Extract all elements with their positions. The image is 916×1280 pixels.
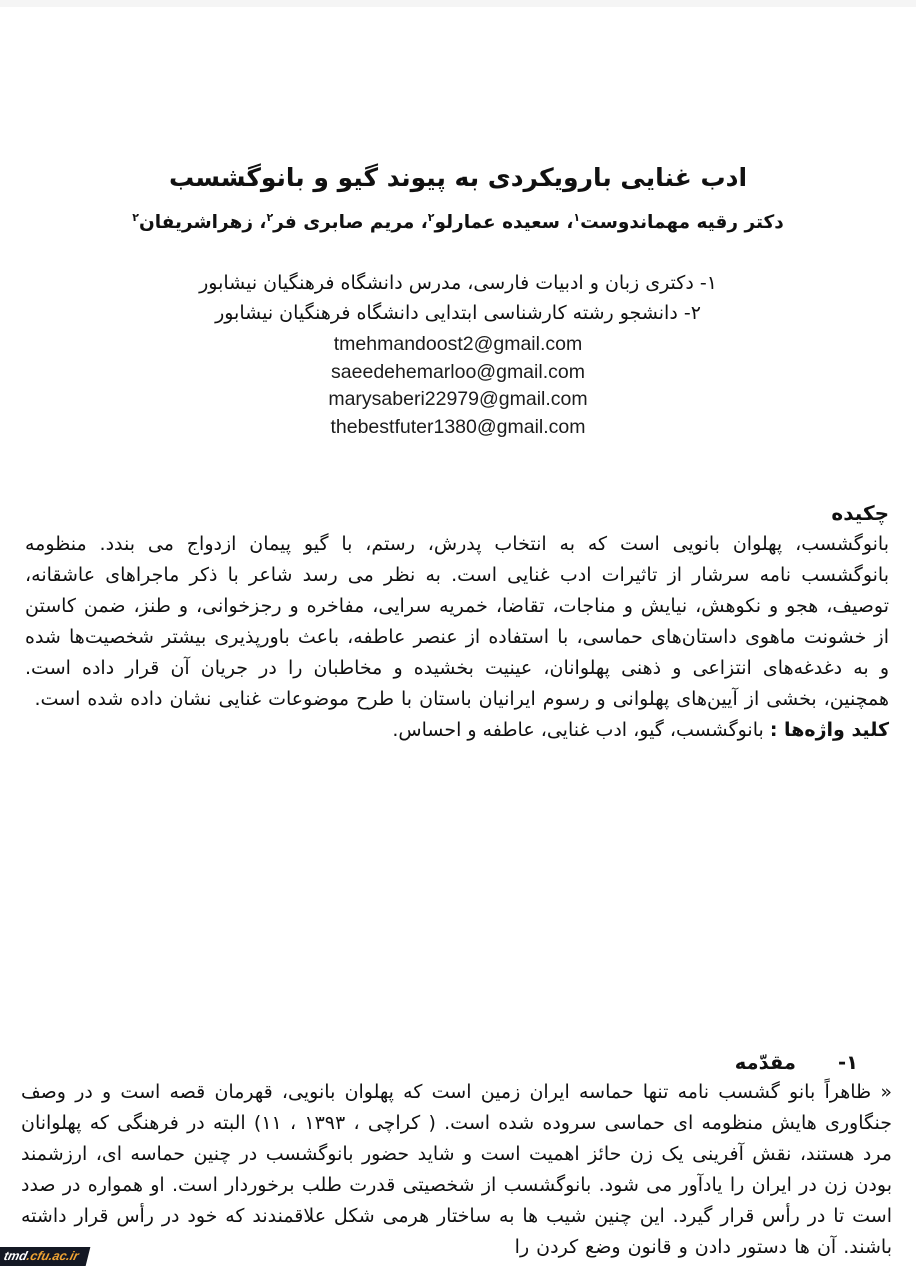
section-title: مقدّمه bbox=[734, 1051, 796, 1074]
site-watermark bbox=[0, 1247, 91, 1266]
email-address: saeedehemarloo@gmail.com bbox=[331, 360, 585, 383]
watermark-prefix: tmd bbox=[2, 1249, 29, 1263]
introduction-heading bbox=[21, 1051, 892, 1074]
author-affiliation-ref: ۲ bbox=[427, 210, 435, 224]
keywords-text: بانوگشسب، گیو، ادب غنایی، عاطفه و احساس. bbox=[392, 719, 770, 741]
authors-line: دکتر رقیه مهماندوست$^۱$، سعیده عمارلو$^۲$، مریم صابری فر$^۲$، زهراشریفان$^۲$ bbox=[132, 210, 784, 233]
abstract-heading: چکیده bbox=[831, 501, 889, 525]
keywords-label: کلید واژه‌ها : bbox=[769, 719, 889, 741]
author-name: سعیده عمارلو bbox=[434, 212, 560, 233]
author-name: مریم صابری فر bbox=[273, 212, 415, 233]
introduction-body: « ظاهراً بانو گشسب نامه تنها حماسه ایران زمین است که پهلوان بانویی، قهرمان قصه است و در وصف جنگاوری هایش منظومه ای حماسی سروده شده است. ( کراچی ، ۱۳۹۳ ، ۱۱) البته در فرهنگی که پهلوانان مرد هستند، نقش آفرینی یک زن حائز اهمیت است و شاید حضور بانوگشسب در چنین حماسه ای، ارزشمند بودن زن در ایران را یادآور می شود. بانوگشسب از شخصیتی قدرت طلب برخوردار است. او همواره در صدد است تا در رأس قرار گیرد. این چنین شیب ها به ساختار هرمی شکل علاقمندند که خود در رأس قرار داشته باشند. آن ها دستور دادن و قانون وضع کردن را bbox=[21, 1081, 892, 1258]
paper-title: ادب غنایی بارویکردی به پیوند گیو و بانوگشسب bbox=[168, 162, 748, 192]
email-address: tmehmandoost2@gmail.com bbox=[333, 333, 583, 355]
keywords-line bbox=[25, 715, 889, 746]
author-name: دکتر رقیه مهماندوست bbox=[580, 212, 784, 233]
affiliation-line: ۲- دانشجو رشته کارشناسی ابتدایی دانشگاه فرهنگیان نیشابور bbox=[215, 302, 701, 324]
author-affiliation-ref: ۲ bbox=[132, 210, 139, 224]
author-name: زهراشریفان bbox=[138, 212, 253, 233]
email-list bbox=[0, 331, 916, 441]
abstract-section bbox=[25, 501, 889, 746]
watermark-domain: .cfu.ac.ir bbox=[25, 1249, 81, 1263]
author-affiliation-ref: ۱ bbox=[573, 210, 581, 224]
introduction-section bbox=[21, 1051, 892, 1263]
section-number: ۱- bbox=[838, 1051, 858, 1074]
abstract-body: بانوگشسب، پهلوان بانویی است که به انتخاب پدرش، رستم، با گیو پیمان ازدواج می بندد. منظومه بانوگشسب نامه سرشار از تاثیرات ادب غنایی است. به نظر می رسد شاعر با ذکر ماجراهای عاشقانه، توصیف، هجو و نکوهش، نیایش و مناجات، تقاضا، خمریه سرایی، مفاخره و رجزخوانی، و طنز، ضمن کاستن از خشونت ماهوی داستان‌های حماسی، با استفاده از عنصر عاطفه، باعث باورپذیری بیشتر شخصیت‌ها شده و به دغدغه‌های انتزاعی و ذهنی پهلوانان، عینیت بخشیده و مخاطبان را در جریان آن قرار داده است. همچنین، بخشی از آیین‌های پهلوانی و رسوم ایرانیان باستان با طرح موضوعات غنایی نشان داده شده است. bbox=[25, 533, 889, 710]
author-affiliation-ref: ۲ bbox=[266, 210, 274, 224]
scan-edge-artifact bbox=[0, 0, 916, 7]
affiliations bbox=[0, 268, 916, 328]
email-address: thebestfuter1380@gmail.com bbox=[330, 415, 586, 438]
affiliation-line: ۱- دکتری زبان و ادبیات فارسی، مدرس دانشگاه فرهنگیان نیشابور bbox=[199, 272, 717, 294]
email-address: marysaberi22979@gmail.com bbox=[328, 388, 588, 410]
